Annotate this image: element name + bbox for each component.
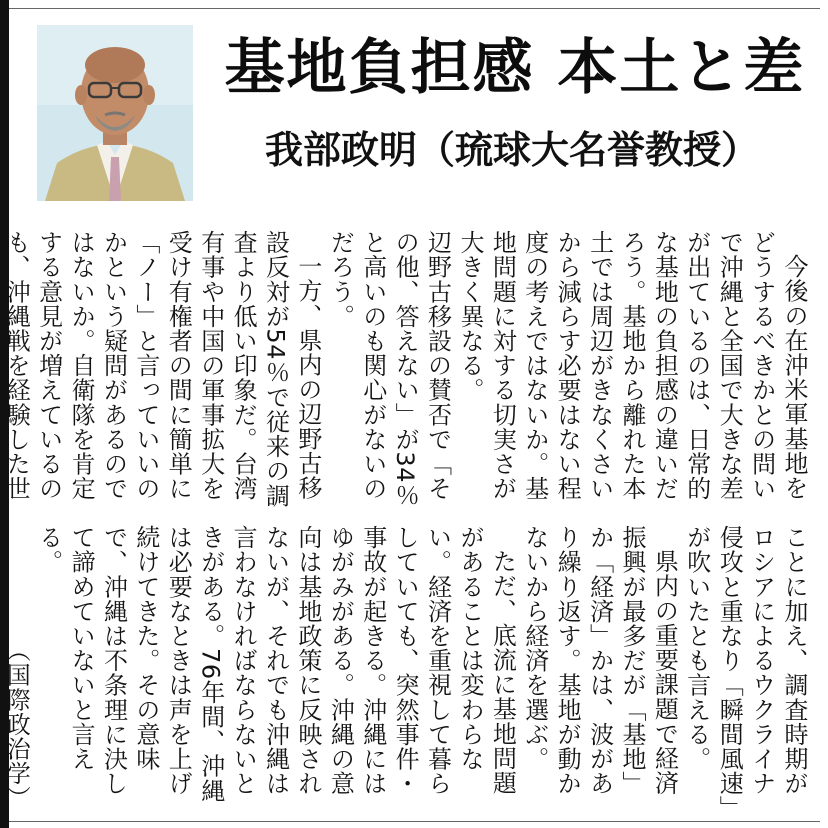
- author-portrait: [37, 25, 193, 201]
- body-paragraph: ただ、底流に基地問題があることは変わらない。経済を重視して暮らしていても、突然事件・事故が起きる。沖縄にはゆがみがある。沖縄の意向は基地政策に反映されないが、それでも沖縄は言わなければならないときがある。76年間、沖縄は必要なときは声を上げ続けてきた。その意味で、沖縄は不条理に決して諦めていないと言える。: [34, 525, 517, 803]
- article-headline: 基地負担感 本土と差: [224, 33, 806, 103]
- author-credit-line: [0, 525, 32, 810]
- portrait-photo-icon: [37, 25, 193, 201]
- author-field-credit: （国際政治学）: [2, 637, 31, 810]
- article-byline: 我部政明（琉球大名誉教授）: [265, 127, 760, 172]
- body-paragraph: 一方、県内の辺野古移設反対が54％で従来の調査より低い印象だ。台湾有事や中国の軍事拡大を受け有権者の間に簡単に「ノー」と言っていいのかという疑問があるのではないか。自衛隊を肯定する意見が増えているのも、沖縄戦を経験した世: [2, 230, 322, 508]
- body-paragraph: ことに加え、調査時期がロシアによるウクライナ侵攻と重なり「瞬間風速」が吹いたとも言える。: [682, 525, 808, 809]
- body-paragraph: 県内の重要課題で経済振興が最多だが「基地」か「経済」かは、波があり繰り返す。基地が動かないから経済を選ぶ。: [520, 525, 679, 796]
- article-body-lower-tier: [2, 525, 810, 810]
- bottom-border-rule: [9, 821, 820, 822]
- top-border-rule: [9, 8, 820, 9]
- body-paragraph: 今後の在沖米軍基地をどうするべきかとの問いで沖縄と全国で大きな差が出ているのは、日常的な基地の負担感の違いだろう。基地から離れた本土では周辺がきなくさいから減らす必要はない程度の考えではないか。基地問題に対する切実さが大きく異なる。: [455, 230, 808, 501]
- body-paragraph: 辺野古移設の賛否で「その他、答えない」が34％と高いのも関心がないのだろう。: [326, 230, 452, 508]
- article-body-upper-tier: [2, 230, 810, 520]
